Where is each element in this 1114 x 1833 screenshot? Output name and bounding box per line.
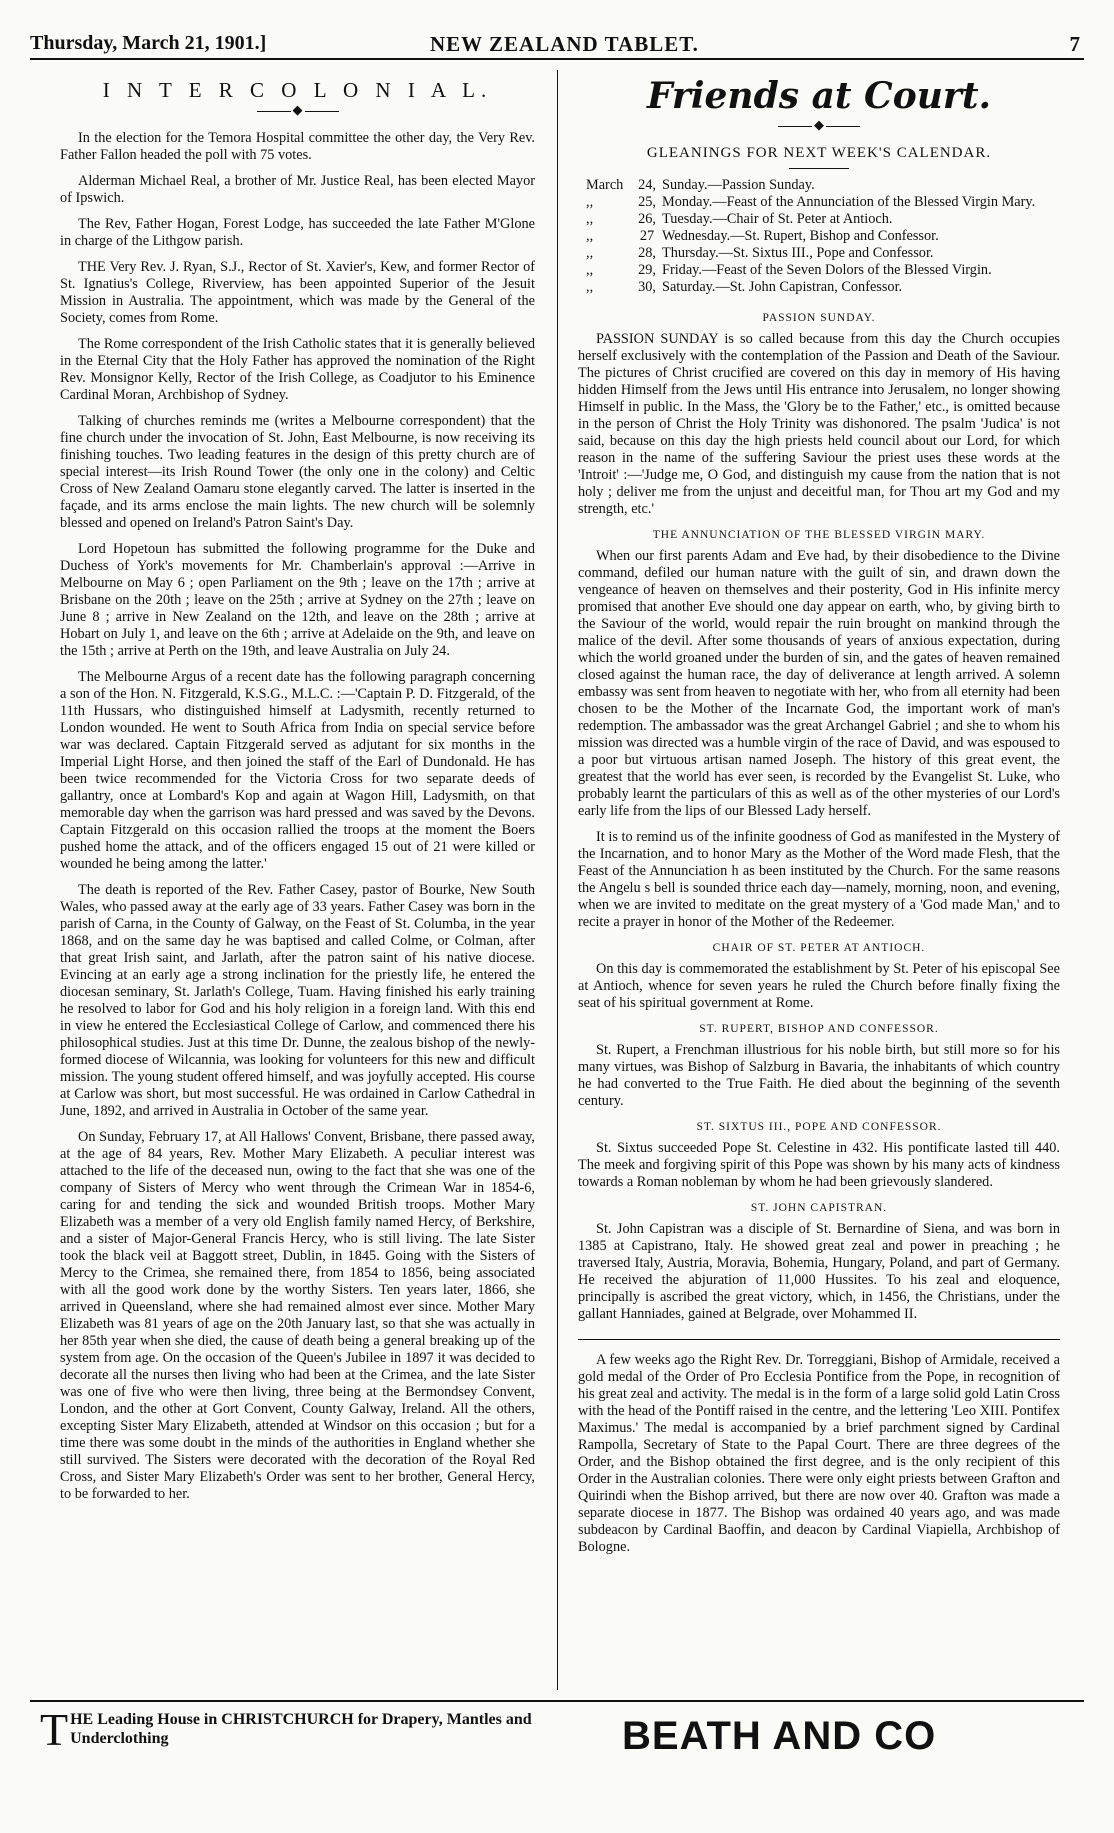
news-paragraph: In the election for the Temora Hospital committee the other day, the Very Rev. Father Fallon headed the poll with 75 votes. bbox=[60, 130, 535, 163]
feast-paragraph: St. John Capistran was a disciple of St. Bernardine of Siena, and was born in 1385 at Capistrano, Italy. He showed great zeal and power in preaching ; he traversed Italy, Austria, Moravia, Bohemia, Hungary, Poland, and part of Germany. He received the abjuration of 11,000 Hussites. To his zeal and eloquence, principally is ascribed the great victory, which, in 1456, the Christians, under the gallant Hanniades, gained at Belgrade, over Mohammed II. bbox=[578, 1221, 1060, 1322]
calendar-entry bbox=[586, 262, 1060, 279]
calendar-day: 26, bbox=[638, 211, 656, 227]
feast-paragraph: St. Sixtus succeeded Pope St. Celestine in 432. His pontificate lasted till 440. The meek and forgiving spirit of this Pope was shown by his many acts of kindness towards a Roman nobleman by whom he had been grievously slandered. bbox=[578, 1140, 1060, 1190]
footer-rule bbox=[30, 1700, 1084, 1702]
calendar-month: ,, bbox=[586, 194, 594, 210]
calendar-subheading: GLEANINGS FOR NEXT WEEK'S CALENDAR. bbox=[646, 145, 992, 161]
short-rule bbox=[789, 168, 849, 169]
ornament-divider: ◆ bbox=[60, 103, 535, 116]
beath-advertisement: BEATH AND CO bbox=[622, 1714, 937, 1758]
feast-heading: ST. JOHN CAPISTRAN. bbox=[750, 1202, 888, 1214]
news-paragraph: THE Very Rev. J. Ryan, S.J., Rector of St. Xavier's, Kew, and former Rector of St. Ignatius's College, Riverview, has been appointed Superior of the Jesuit Mission in Australia. The appointment, which was made by the General of the Society, comes from Rome. bbox=[60, 259, 535, 326]
calendar-text: Saturday.—St. John Capistran, Confessor. bbox=[662, 279, 903, 295]
feast-heading: CHAIR OF ST. PETER AT ANTIOCH. bbox=[712, 942, 926, 954]
news-paragraph: The Rome correspondent of the Irish Catholic states that it is generally believed in the Eternal City that the Holy Father has approved the nomination of the Right Rev. Monsignor Kelly, Rector of the Irish College, as Coadjutor to his Eminence Cardinal Moran, Archbishop of Sydney. bbox=[60, 336, 535, 403]
issue-date: Thursday, March 21, 1901.] bbox=[30, 32, 267, 54]
calendar-day: 27 bbox=[639, 228, 655, 244]
calendar-list bbox=[586, 177, 1060, 296]
calendar-entry bbox=[586, 177, 1060, 194]
feast-heading: ST. SIXTUS III., POPE AND CONFESSOR. bbox=[696, 1121, 942, 1133]
calendar-text: Tuesday.—Chair of St. Peter at Antioch. bbox=[662, 211, 893, 227]
news-paragraph: Alderman Michael Real, a brother of Mr. Justice Real, has been elected Mayor of Ipswich. bbox=[60, 173, 535, 206]
feast-paragraph: When our first parents Adam and Eve had, by their disobedience to the Divine command, defiled our human nature with the guilt of sin, and drawn down the vengeance of heaven on themselves and their posterity, God in His infinite mercy promised that another Eve should one day appear on earth, who, by giving birth to the Saviour of the world, would repair the ruin brought on mankind through the malice of the devil. After some thousands of years of anxious expectation, during which the world groaned under the burden of sin, and the gates of heaven remained closed against the human race, the day of deliverance at length arrived. A solemn embassy was sent from heaven to negotiate with her, who from all eternity had been chosen to be the Mother of the Incarnate God, the important work of man's redemption. The ambassador was the great Archangel Gabriel ; and she to whom his mission was directed was a humble virgin of the race of David, and was espoused to a poor but virtuous artisan named Joseph. The history of this great event, the greatest that the world has ever seen, is recorded by the Evangelist St. Luke, who probably learnt the particulars of this as well as of the other mysteries of our Lord's early life from the lips of our Blessed Lady herself. bbox=[578, 548, 1060, 819]
calendar-day: 29, bbox=[638, 262, 656, 278]
newspaper-title: NEW ZEALAND TABLET. bbox=[430, 32, 699, 56]
feast-paragraph: On this day is commemorated the establishment by St. Peter of his episcopal See at Antioch, whence for seven years he ruled the Church before finally fixing the seat of his spiritual government at Rome. bbox=[578, 961, 1060, 1011]
advertisement-text: HE Leading House in CHRISTCHURCH for Drapery, Mantles and Underclothing bbox=[70, 1711, 532, 1747]
calendar-month: ,, bbox=[586, 211, 594, 227]
calendar-day: 25, bbox=[638, 194, 656, 210]
intercolonial-column bbox=[60, 74, 535, 1512]
calendar-month: ,, bbox=[586, 228, 594, 244]
news-paragraph: Lord Hopetoun has submitted the following programme for the Duke and Duchess of York's movements for Mr. Chamberlain's approval :—Arrive in Melbourne on May 6 ; open Parliament on the 9th ; leave on the 17th ; arrive at Brisbane on the 20th ; leave on the 25th ; arrive at Sydney on the 27th ; leave on June 8 ; arrive in New Zealand on the 12th, and leave on the 28th ; arrive at Hobart on July 1, and leave on the 6th ; arrive at Adelaide on the 9th, and leave on the 15th ; arrive at Perth on the 19th, and leave Australia on July 24. bbox=[60, 541, 535, 659]
section-heading: Friends at Court. bbox=[646, 75, 992, 117]
drapery-advertisement bbox=[40, 1704, 570, 1755]
ornament-divider: ◆ bbox=[578, 118, 1060, 131]
calendar-entry bbox=[586, 194, 1060, 211]
page-number: 7 bbox=[1069, 32, 1080, 56]
feast-heading: ST. RUPERT, BISHOP AND CONFESSOR. bbox=[699, 1023, 939, 1035]
calendar-text: Sunday.—Passion Sunday. bbox=[662, 177, 815, 193]
calendar-entry bbox=[586, 279, 1060, 296]
calendar-entry bbox=[586, 228, 1060, 245]
section-heading: I N T E R C O L O N I A L. bbox=[102, 78, 493, 102]
news-paragraph: The death is reported of the Rev. Father Casey, pastor of Bourke, New South Wales, who passed away at the early age of 33 years. Father Casey was born in the parish of Carna, in the County of Galway, on the Feast of St. Columba, in the year 1868, and on the same day he was baptised and called Colme, or Colman, after that great Irish saint, and Jarlath, after the patron saint of his native diocese. Evincing at an early age a strong inclination for the priestly life, he entered the diocesan seminary, St. Jarlath's College, Tuam. Having finished his early training he resolved to labor for God and his holy religion in a foreign land. With this end in view he entered the Ecclesiastical College of Carlow, and commenced there his philosophical studies. Just at this time Dr. Dunne, the zealous bishop of the newly-formed diocese of Wilcannia, was looking for volunteers for this new and difficult mission. The young student offered himself, and was joyfully accepted. His course at Carlow was short, but most successful. He was ordained in Carlow Cathedral in June, 1892, and arrived in Australia in October of the same year. bbox=[60, 882, 535, 1119]
calendar-month: ,, bbox=[586, 262, 594, 278]
feast-paragraph: It is to remind us of the infinite goodness of God as manifested in the Mystery of the Incarnation, and to honor Mary as the Mother of the Word made Flesh, that the Feast of the Annunciation h as been instituted by the Church. For the same reasons the Angelu s bell is sounded thrice each day—namely, morning, noon, and evening, when we are invited to meditate on the great mystery of a 'God made Man,' and to recite a prayer in honor of the Mother of the Redeemer. bbox=[578, 829, 1060, 930]
calendar-entry bbox=[586, 211, 1060, 228]
column-divider bbox=[557, 70, 558, 1690]
friends-at-court-column bbox=[578, 74, 1060, 1565]
calendar-text: Monday.—Feast of the Annunciation of the Blessed Virgin Mary. bbox=[662, 194, 1036, 210]
news-paragraph: Talking of churches reminds me (writes a Melbourne correspondent) that the fine church under the invocation of St. John, East Melbourne, is now receiving its finishing touches. Two leading features in the design of this pretty church are of special interest—its Irish Round Tower (the only one in the colony) and Celtic Cross of New Zealand Oamaru stone elegantly carved. The latter is inserted in the façade, and its arms enclose the main lights. The new church will be solemnly blessed and opened on Ireland's Patron Saint's Day. bbox=[60, 413, 535, 531]
calendar-day: 30, bbox=[638, 279, 656, 295]
news-paragraph: The Rev, Father Hogan, Forest Lodge, has succeeded the late Father M'Glone in charge of the Lithgow parish. bbox=[60, 216, 535, 249]
calendar-day: 28, bbox=[638, 245, 656, 261]
news-paragraph: On Sunday, February 17, at All Hallows' Convent, Brisbane, there passed away, at the age of 84 years, Rev. Mother Mary Elizabeth. A peculiar interest was attached to the life of the deceased nun, owing to the fact that she was one of the company of Sisters of Mercy who went through the Crimean War in 1854-6, caring for and tending the sick and wounded British troops. Mother Mary Elizabeth was a member of a very old English family named Hercy, of Berkshire, and a sister of Major-General Francis Hercy, who is still living. The late Sister took the black veil at Baggott street, Dublin, in 1845. Going with the Sisters of Mercy to the Crimea, she remained there, from 1854 to 1856, being associated with all the good work done by the worthy Sisters. Ten years later, 1866, she arrived in Queensland, where she had remained almost ever since. Mother Mary Elizabeth was 81 years of age on the 20th January last, so that she was actually in her 85th year when she died, the cause of death being a general breaking up of the system from age. On the occasion of the Queen's Jubilee in 1897 it was decided to decorate all the nurses then living who had been at the Crimea, and the late Sister was one of five who were then living, three being at the Bermondsey Convent, London, and the other at Gort Convent, County Galway, Ireland. All the others, excepting Sister Mary Elizabeth, attended at Windsor on this occasion ; but for a time there was some doubt in the minds of the authorities in England whether she still survived. The Sisters were decorated with the decoration of the Royal Red Cross, and Sister Mary Elizabeth's Order was sent to her brother, General Hercy, to be forwarded to her. bbox=[60, 1129, 535, 1502]
section-rule bbox=[578, 1339, 1060, 1340]
feast-paragraph: St. Rupert, a Frenchman illustrious for his noble birth, but still more so for his many virtues, was Bishop of Salzburg in Bavaria, the inhabitants of which country he had converted to the True Faith. He died about the beginning of the seventh century. bbox=[578, 1042, 1060, 1109]
feast-paragraph: PASSION SUNDAY is so called because from this day the Church occupies herself exclusively with the contemplation of the Passion and Death of the Saviour. The pictures of Christ crucified are covered on this day in memory of His having hidden Himself from the Jews until His entrance into Jerusalem, no longer showing Himself in public. In the Mass, the 'Glory be to the Father,' etc., is omitted because in the person of Christ the Holy Trinity was dishonored. The psalm 'Judica' is not said, because on this day the high priests held council about our Lord, for which reason in the name of the suffering Saviour the priest uses these words at the 'Introit' :—'Judge me, O God, and distinguish my cause from the nation that is not holy ; deliver me from the unjust and deceitful man, for Thou art my God and my strength, etc.' bbox=[578, 331, 1060, 517]
calendar-text: Thursday.—St. Sixtus III., Pope and Confessor. bbox=[662, 245, 934, 261]
calendar-day: 24, bbox=[638, 177, 656, 193]
drop-cap: T bbox=[40, 1704, 69, 1755]
calendar-month: ,, bbox=[586, 279, 594, 295]
news-paragraph: A few weeks ago the Right Rev. Dr. Torreggiani, Bishop of Armidale, received a gold medal of the Order of Pro Ecclesia Pontifice from the Pope, in recognition of his great zeal and activity. The medal is in the form of a large solid gold Latin Cross with the head of the Pontiff raised in the centre, and the lettering 'Leo XIII. Pontifex Maximus.' The medal is accompanied by a brief parchment signed by Cardinal Rampolla, Secretary of State to the Papal Court. There are three degrees of the Order, and the Bishop obtained the first degree, and is the only recipient of this Order in the Australian colonies. There were only eight priests between Grafton and Quirindi when the Bishop arrived, but there are now over 40. Grafton was made a separate diocese in 1877. The Bishop was ordained 40 years ago, and was made subdeacon by Cardinal Baoffin, and deacon by Cardinal Viapiella, Archbishop of Bologne. bbox=[578, 1352, 1060, 1555]
calendar-text: Friday.—Feast of the Seven Dolors of the Blessed Virgin. bbox=[662, 262, 992, 278]
feast-heading: PASSION SUNDAY. bbox=[762, 312, 876, 324]
feast-heading: THE ANNUNCIATION OF THE BLESSED VIRGIN MARY. bbox=[652, 529, 986, 541]
calendar-entry bbox=[586, 245, 1060, 262]
running-head bbox=[30, 30, 1084, 60]
news-paragraph: The Melbourne Argus of a recent date has the following paragraph concerning a son of the Hon. N. Fitzgerald, K.S.G., M.L.C. :—'Captain P. D. Fitzgerald, of the 11th Hussars, who distinguished himself at Ladysmith, recently returned to London wounded. He went to South Africa from India on special service before war was declared. Captain Fitzgerald served as adjutant for six months in the Imperial Light Horse, and then joined the staff of the Earl of Dundonald. He has been twice recommended for the Victoria Cross for two separate deeds of gallantry, once at Lombard's Kop and again at Wagon Hill, Ladysmith, on that memorable day when the garrison was hard pressed and was saved by the Devons. Captain Fitzgerald on this occasion rallied the troops at the moment the Boers pushed home the attack, and of the officers engaged 15 out of 21 were killed or wounded he being among the latter.' bbox=[60, 669, 535, 872]
calendar-month: March bbox=[586, 177, 624, 193]
calendar-month: ,, bbox=[586, 245, 594, 261]
calendar-text: Wednesday.—St. Rupert, Bishop and Confessor. bbox=[662, 228, 939, 244]
